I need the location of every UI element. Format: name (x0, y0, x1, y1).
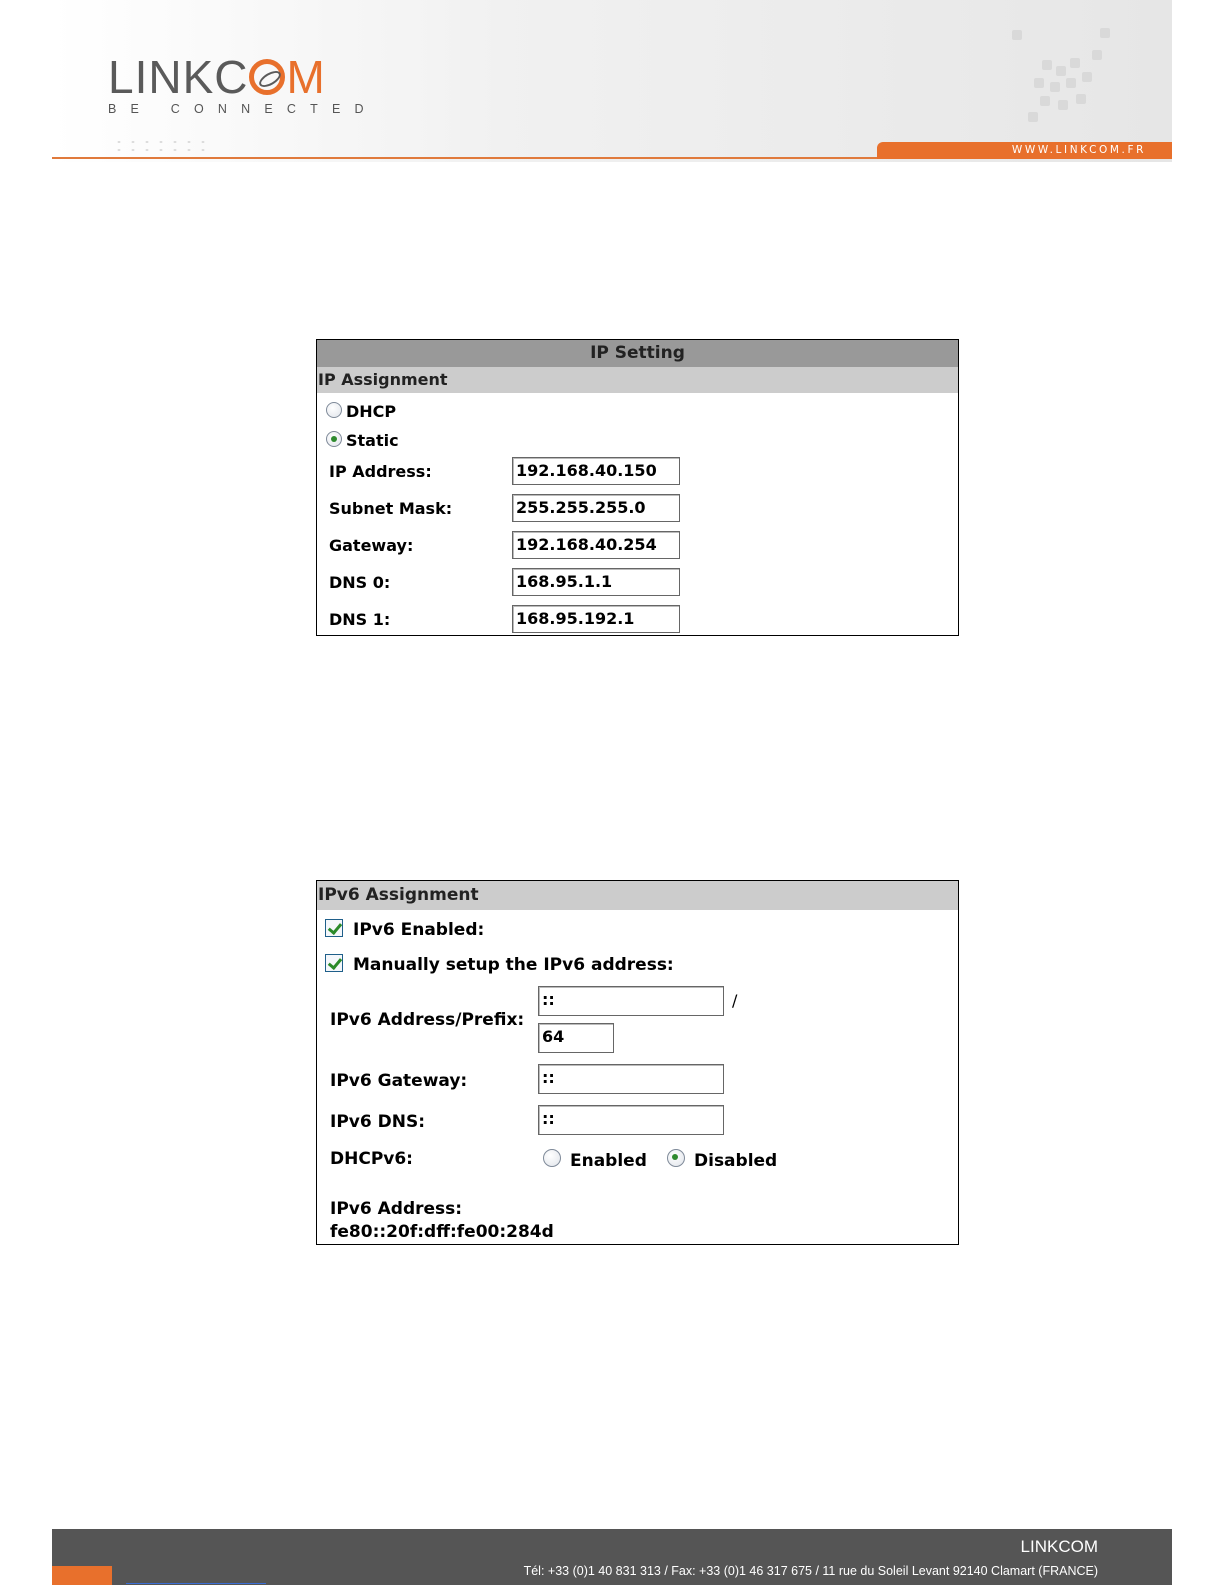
ipv6-dns-input[interactable]: :: (538, 1105, 724, 1135)
dns0-input[interactable]: 168.95.1.1 (512, 568, 680, 596)
ipv6-current-address-value: fe80::20f:dff:fe00:284d (330, 1222, 554, 1242)
subnet-mask-label: Subnet Mask: (329, 499, 453, 518)
ipv6-gateway-input[interactable]: :: (538, 1064, 724, 1094)
footer-brand: LINKCOM (1020, 1537, 1098, 1556)
logo-wordmark (108, 51, 378, 103)
manual-ipv6-label[interactable]: Manually setup the IPv6 address: (353, 955, 674, 975)
logo-text-suffix: M (286, 51, 326, 103)
header-rule (52, 157, 877, 159)
dhcpv6-disabled-label[interactable]: Disabled (694, 1151, 778, 1171)
ipv6-prefix-input[interactable]: 64 (538, 1023, 614, 1053)
dhcp-label[interactable]: DHCP (346, 402, 397, 421)
ip-setting-panel (316, 339, 959, 636)
ipv6-enabled-label[interactable]: IPv6 Enabled: (353, 920, 485, 940)
ipv6-assignment-panel (316, 880, 959, 1245)
dns1-label: DNS 1: (329, 610, 391, 629)
website-tab (877, 142, 1172, 159)
ip-setting-title: IP Setting (317, 340, 958, 367)
dhcp-radio[interactable] (326, 402, 342, 418)
footer-page-tab (52, 1566, 112, 1585)
static-label[interactable]: Static (346, 431, 399, 450)
footer-link-underline[interactable] (126, 1583, 266, 1584)
website-url[interactable]: WWW.LINKCOM.FR (1011, 144, 1146, 156)
page-footer (52, 1529, 1172, 1585)
ipv6-address-input[interactable]: :: (538, 986, 724, 1016)
static-radio[interactable] (326, 431, 342, 447)
dhcpv6-label: DHCPv6: (330, 1149, 413, 1169)
ipv6-assignment-header: IPv6 Assignment (317, 881, 958, 910)
manual-ipv6-checkbox[interactable] (325, 954, 343, 972)
ipv6-current-address-label: IPv6 Address: (330, 1199, 463, 1219)
ipv6-address-prefix-label: IPv6 Address/Prefix: (330, 1010, 525, 1030)
logo-text-prefix: LINKC (108, 51, 249, 103)
page-header (52, 0, 1172, 162)
footer-contact: Tél: +33 (0)1 40 831 313 / Fax: +33 (0)1 46 317 675 / 11 rue du Soleil Levant 92140 Clamart (FRANCE) (523, 1564, 1098, 1578)
ipv6-gateway-label: IPv6 Gateway: (330, 1071, 468, 1091)
ip-assignment-header: IP Assignment (317, 367, 958, 393)
ip-address-input[interactable]: 192.168.40.150 (512, 457, 680, 485)
ip-address-label: IP Address: (329, 462, 432, 481)
ipv6-dns-label: IPv6 DNS: (330, 1112, 425, 1132)
globe-watermark-icon (972, 20, 1122, 130)
decorative-dots (112, 138, 212, 158)
logo-globe-icon (249, 59, 285, 95)
dns1-input[interactable]: 168.95.192.1 (512, 605, 680, 633)
gateway-label: Gateway: (329, 536, 414, 555)
dhcpv6-enabled-radio[interactable] (543, 1149, 561, 1167)
ipv6-enabled-checkbox[interactable] (325, 919, 343, 937)
gateway-input[interactable]: 192.168.40.254 (512, 531, 680, 559)
dhcpv6-enabled-label[interactable]: Enabled (570, 1151, 647, 1171)
dhcpv6-disabled-radio[interactable] (667, 1149, 685, 1167)
subnet-mask-input[interactable]: 255.255.255.0 (512, 494, 680, 522)
linkcom-logo (108, 51, 378, 116)
dns0-label: DNS 0: (329, 573, 391, 592)
logo-tagline: BE CONNECTED (108, 102, 378, 116)
prefix-separator: / (732, 991, 738, 1010)
